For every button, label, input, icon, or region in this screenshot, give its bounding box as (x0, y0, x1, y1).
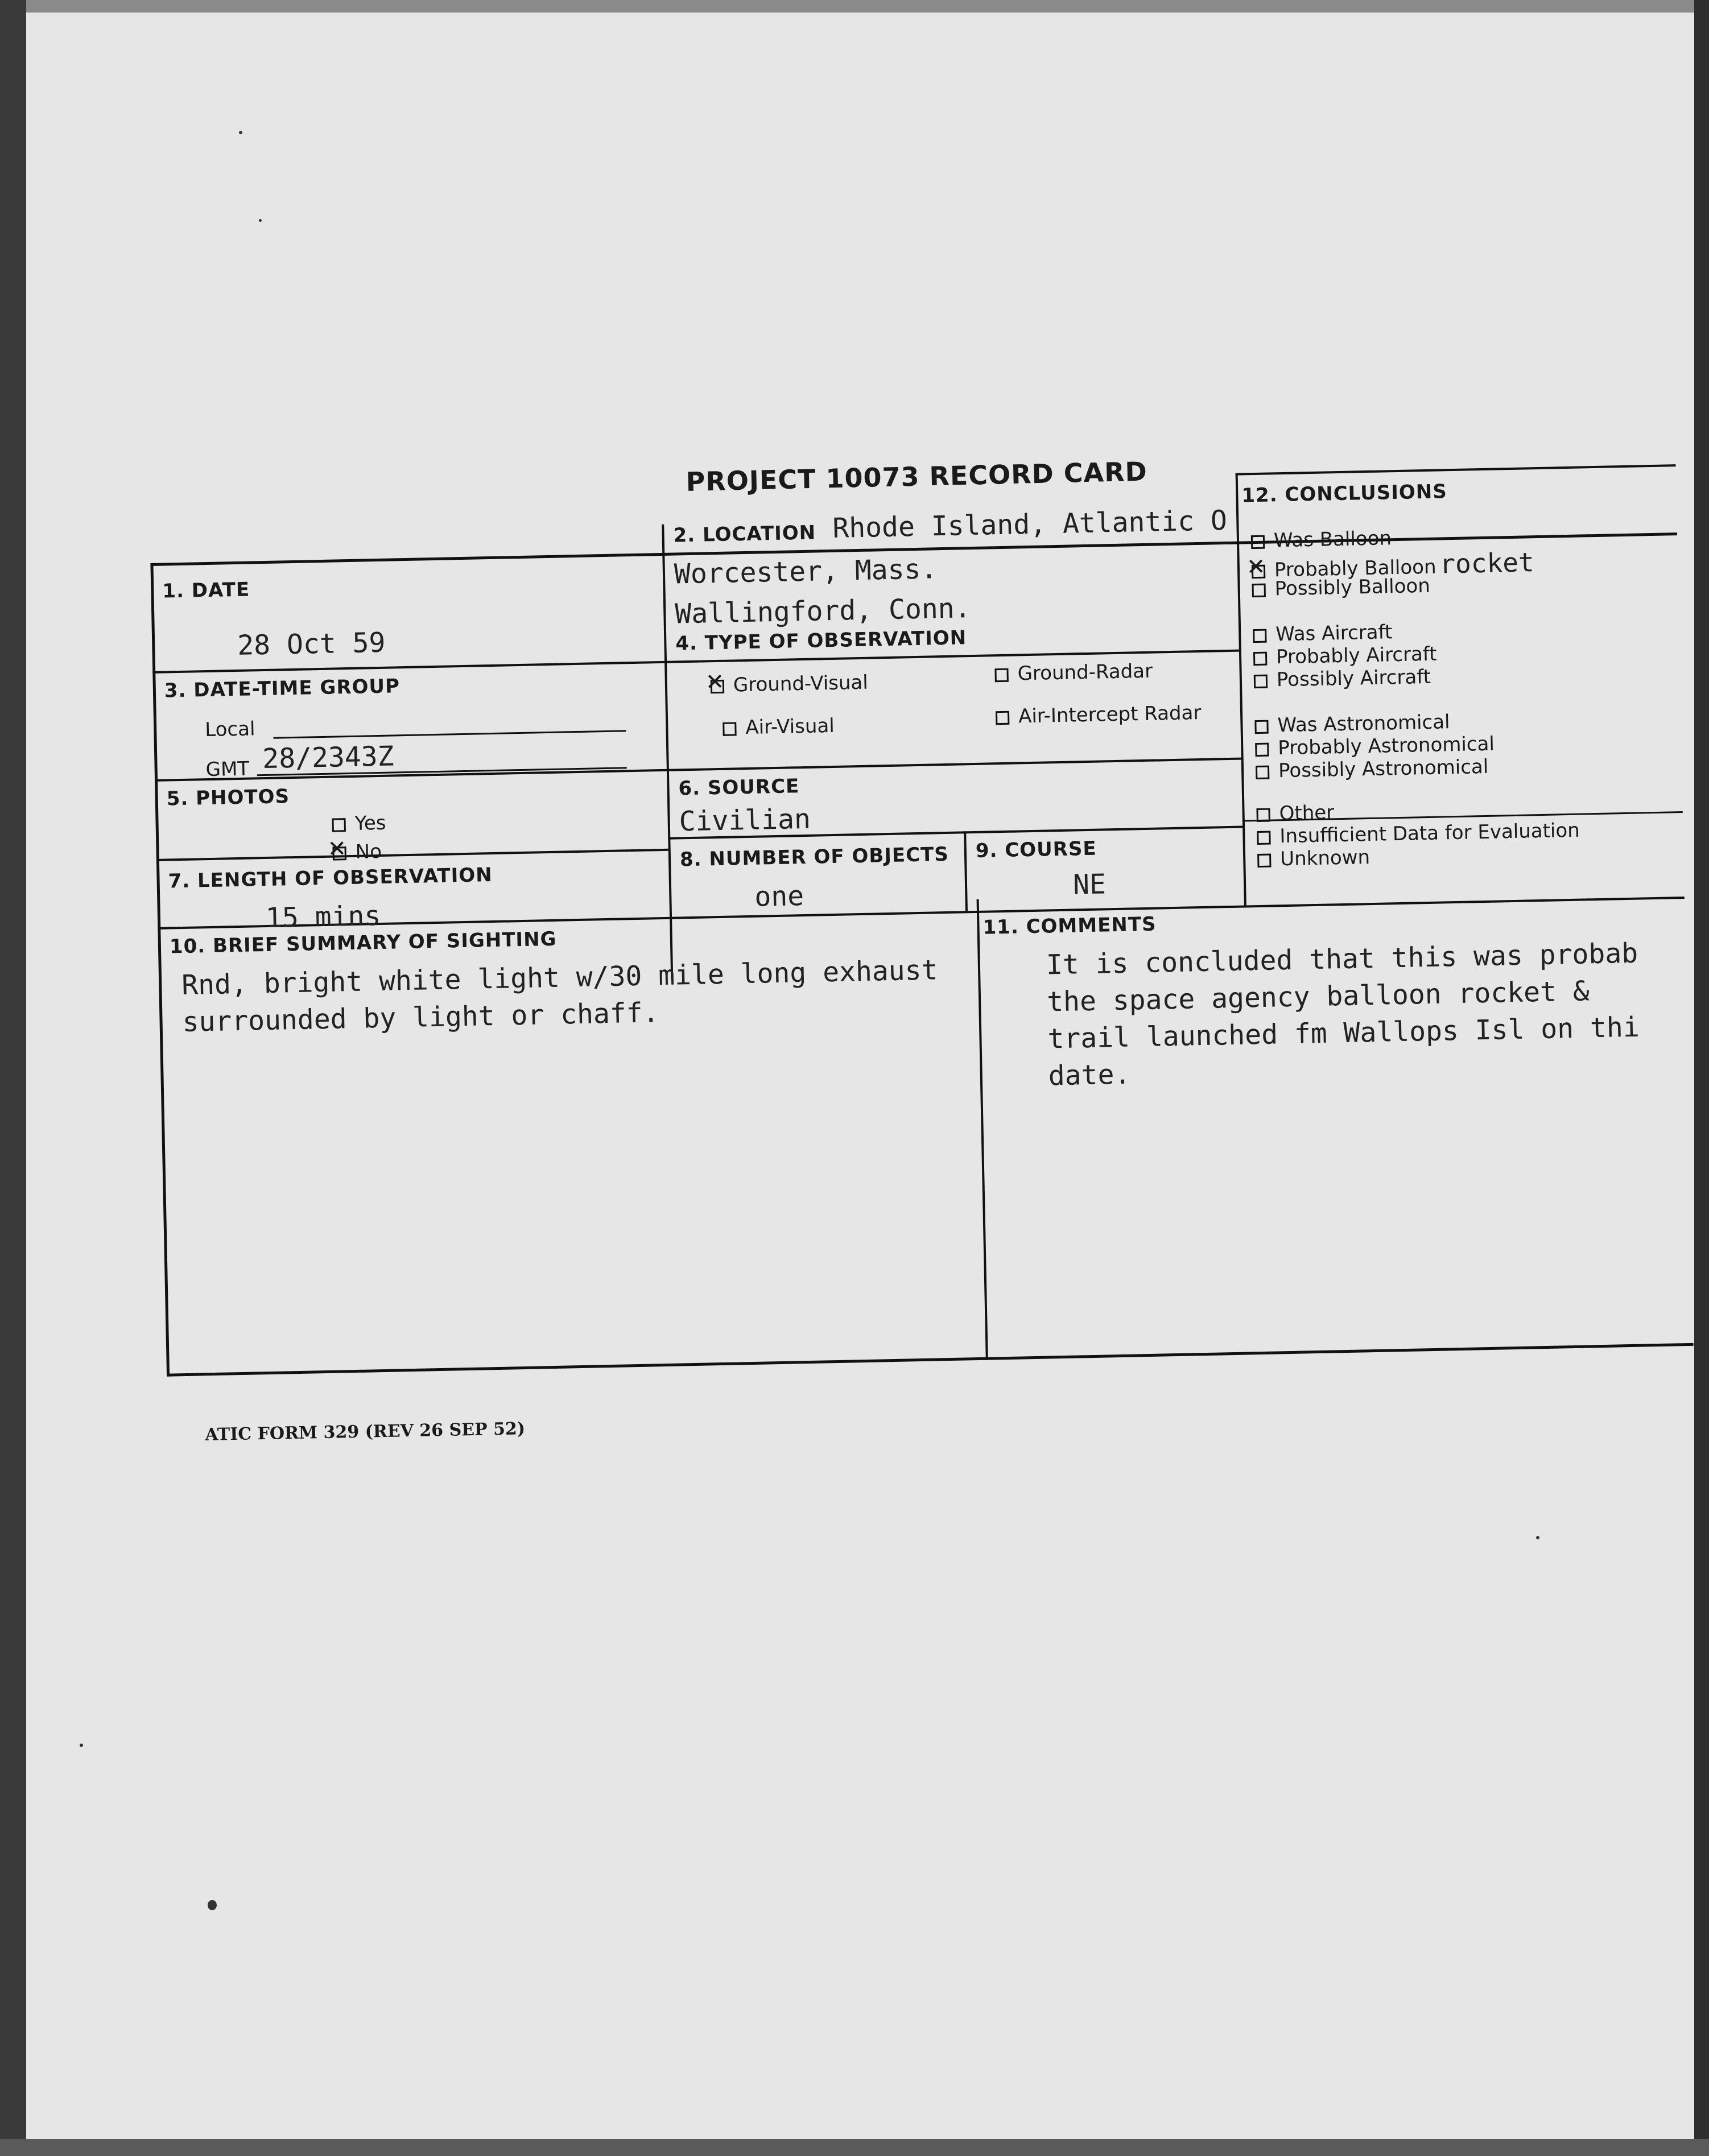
probably-astronomical-text: Probably Astronomical (1277, 732, 1495, 760)
record-card (149, 464, 1695, 1462)
objects-value: one (754, 880, 804, 913)
ground-radar-text: Ground-Radar (1017, 659, 1153, 685)
conclusion-other (1256, 801, 1334, 825)
checkbox-icon (1252, 583, 1266, 597)
date-label: 1. DATE (162, 578, 250, 603)
scan-speck (259, 219, 262, 222)
comments-line-4: date. (1048, 1058, 1131, 1092)
length-label: 7. LENGTH OF OBSERVATION (168, 864, 493, 893)
observation-ground-visual (711, 671, 869, 697)
length-value: 15 mins (265, 899, 381, 935)
summary-label: 10. BRIEF SUMMARY OF SIGHTING (169, 927, 557, 959)
scan-speck (239, 131, 242, 134)
conclusion-possibly-balloon (1252, 575, 1430, 601)
other-text: Other (1279, 801, 1335, 825)
possibly-balloon-text: Possibly Balloon (1274, 574, 1431, 601)
summary-line-2: surrounded by light or chaff. (182, 997, 660, 1039)
was-astronomical-text: Was Astronomical (1277, 711, 1450, 737)
observation-type-label: 4. TYPE OF OBSERVATION (675, 626, 967, 655)
conclusion-was-balloon (1251, 527, 1392, 552)
scan-border-left (0, 0, 26, 2156)
checkbox-icon (1253, 651, 1267, 665)
observation-air-visual (723, 714, 835, 740)
checkbox-icon (1253, 629, 1266, 642)
divider-top-12 (1236, 464, 1676, 476)
probably-balloon-note: rocket (1439, 547, 1535, 580)
was-aircraft-text: Was Aircraft (1275, 621, 1393, 646)
conclusion-unknown (1257, 846, 1370, 871)
checkbox-icon (1256, 808, 1270, 821)
scan-speck (80, 1744, 83, 1747)
source-label: 6. SOURCE (678, 775, 800, 800)
checkbox-icon (1254, 674, 1268, 688)
scan-border-top (0, 0, 1709, 13)
comments-line-3: trail launched fm Wallops Isl on thi (1047, 1011, 1640, 1055)
card-title: PROJECT 10073 RECORD CARD (686, 456, 1148, 497)
air-intercept-text: Air-Intercept Radar (1018, 701, 1202, 728)
checkbox-icon (996, 711, 1009, 724)
observation-air-intercept (996, 701, 1202, 728)
scan-speck (1536, 1536, 1539, 1539)
summary-line-1: Rnd, bright white light w/30 mile long exhaust (181, 954, 938, 1002)
checkbox-icon (1256, 765, 1269, 779)
photos-yes-text: Yes (354, 811, 386, 835)
checkbox-icon (1257, 853, 1271, 867)
possibly-astronomical-text: Possibly Astronomical (1278, 755, 1489, 783)
photos-yes (332, 812, 386, 836)
checkbox-checked-icon (1252, 564, 1265, 578)
conclusion-possibly-aircraft (1254, 666, 1431, 692)
air-visual-text: Air-Visual (745, 714, 835, 740)
checkbox-icon (332, 818, 345, 832)
course-label: 9. COURSE (975, 837, 1097, 862)
location-line-3: Wallingford, Conn. (674, 592, 972, 630)
possibly-aircraft-text: Possibly Aircraft (1276, 665, 1431, 692)
checkbox-icon (1255, 742, 1269, 756)
checkbox-icon (994, 668, 1008, 682)
conclusion-was-aircraft (1253, 621, 1393, 646)
photos-label: 5. PHOTOS (166, 785, 290, 811)
form-identifier: ATIC FORM 329 (REV 26 SEP 52) (205, 1419, 526, 1445)
photos-no (332, 840, 382, 864)
course-value: NE (1072, 868, 1107, 901)
conclusion-possibly-astronomical (1256, 755, 1489, 783)
insufficient-text: Insufficient Data for Evaluation (1279, 819, 1580, 848)
probably-aircraft-text: Probably Aircraft (1275, 642, 1437, 669)
comments-line-1: It is concluded that this was probab (1046, 937, 1638, 981)
location-label: 2. LOCATION (673, 521, 816, 547)
dtg-label: 3. DATE-TIME GROUP (164, 675, 401, 703)
observation-ground-radar (994, 660, 1153, 686)
comments-label: 11. COMMENTS (983, 912, 1157, 939)
checkbox-checked-icon (332, 846, 346, 860)
comments-line-2: the space agency balloon rocket & (1046, 975, 1590, 1018)
checkbox-icon (723, 722, 736, 736)
location-line-1: Rhode Island, Atlantic O (832, 504, 1228, 544)
scan-speck (208, 1900, 217, 1910)
ground-visual-text: Ground-Visual (733, 671, 869, 697)
probably-balloon-text: Probably Balloon (1274, 555, 1436, 582)
checkbox-checked-icon (711, 679, 724, 693)
checkbox-icon (1257, 831, 1270, 844)
checkbox-icon (1254, 720, 1268, 733)
location-line-2: Worcester, Mass. (674, 553, 938, 590)
scan-border-right (1694, 0, 1709, 2156)
scan-border-bottom (0, 2139, 1709, 2156)
dtg-gmt-value: 28/2343Z (262, 740, 395, 775)
photos-no-text: No (355, 840, 382, 864)
conclusions-label: 12. CONCLUSIONS (1241, 480, 1448, 507)
date-value: 28 Oct 59 (237, 626, 386, 662)
dtg-gmt-label: GMT (205, 757, 250, 782)
dtg-local-label: Local (204, 717, 255, 742)
source-value: Civilian (679, 803, 811, 838)
conclusion-probably-aircraft (1253, 643, 1437, 669)
unknown-text: Unknown (1279, 846, 1370, 871)
conclusion-was-astronomical (1254, 711, 1450, 737)
checkbox-icon (1251, 535, 1265, 548)
objects-label: 8. NUMBER OF OBJECTS (679, 842, 950, 872)
was-balloon-text: Was Balloon (1273, 527, 1392, 552)
